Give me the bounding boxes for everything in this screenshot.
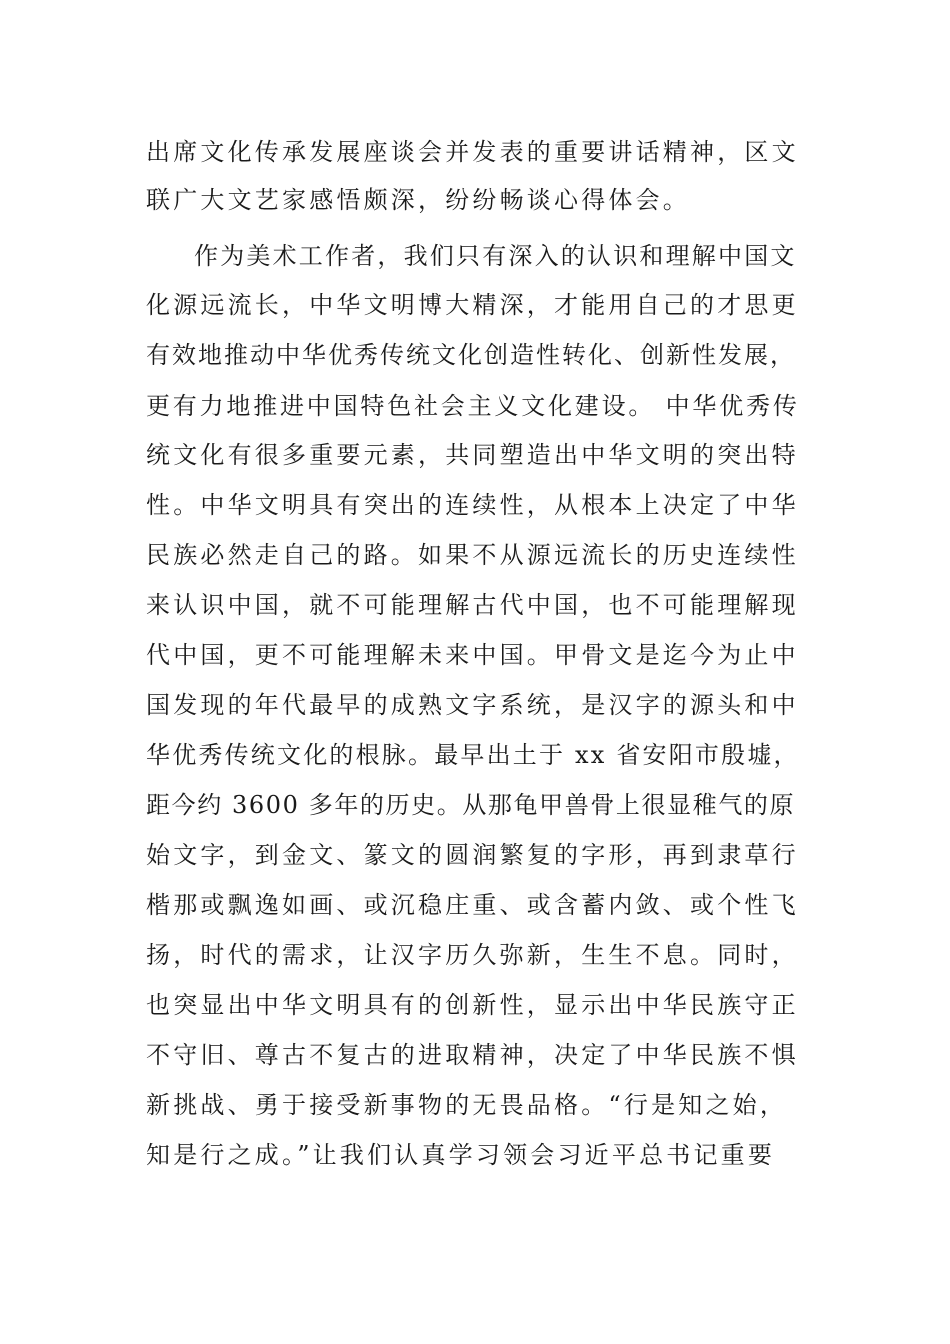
text-line: 出席文化传承发展座谈会并发表的重要讲话精神，区文 [146, 138, 799, 166]
text-line: 更有力地推进中国特色社会主义文化建设。 中华优秀传 [146, 392, 800, 420]
text-line: 也突显出中华文明具有的创新性，显示出中华民族守正 [146, 991, 799, 1019]
paragraph-first-line: 作为美术工作者，我们只有深入的认识和理解中国文 [194, 242, 797, 270]
text-line: 华优秀传统文化的根脉。最早出土于 xx 省安阳市殷墟， [146, 741, 800, 769]
text-line: 知是行之成。”让我们认真学习领会习近平总书记重要 [146, 1141, 776, 1169]
text-line: 有效地推动中华优秀传统文化创造性转化、创新性发展， [146, 341, 796, 369]
text-line: 扬，时代的需求，让汉字历久弥新，生生不息。同时， [146, 941, 799, 969]
text-line: 始文字，到金文、篆文的圆润繁复的字形，再到隶草行 [146, 841, 799, 869]
text-line: 不守旧、尊古不复古的进取精神，决定了中华民族不惧 [146, 1041, 799, 1069]
text-line: 来认识中国，就不可能理解古代中国，也不可能理解现 [146, 591, 799, 619]
text-line: 性。中华文明具有突出的连续性，从根本上决定了中华 [146, 491, 799, 519]
text-line: 新挑战、勇于接受新事物的无畏品格。“行是知之始， [146, 1091, 788, 1119]
text-line: 代中国，更不可能理解未来中国。甲骨文是迄今为止中 [146, 641, 799, 669]
text-line: 国发现的年代最早的成熟文字系统，是汉字的源头和中 [146, 691, 799, 719]
text-line: 统文化有很多重要元素，共同塑造出中华文明的突出特 [146, 441, 799, 469]
text-line: 民族必然走自己的路。如果不从源远流长的历史连续性 [146, 541, 799, 569]
text-line: 楷那或飘逸如画、或沉稳庄重、或含蓄内敛、或个性飞 [146, 891, 799, 919]
text-line: 联广大文艺家感悟颇深，纷纷畅谈心得体会。 [146, 186, 690, 214]
text-line: 距今约 3600 多年的历史。从那龟甲兽骨上很显稚气的原 [146, 791, 796, 819]
text-line: 化源远流长，中华文明博大精深，才能用自己的才思更 [146, 291, 799, 319]
